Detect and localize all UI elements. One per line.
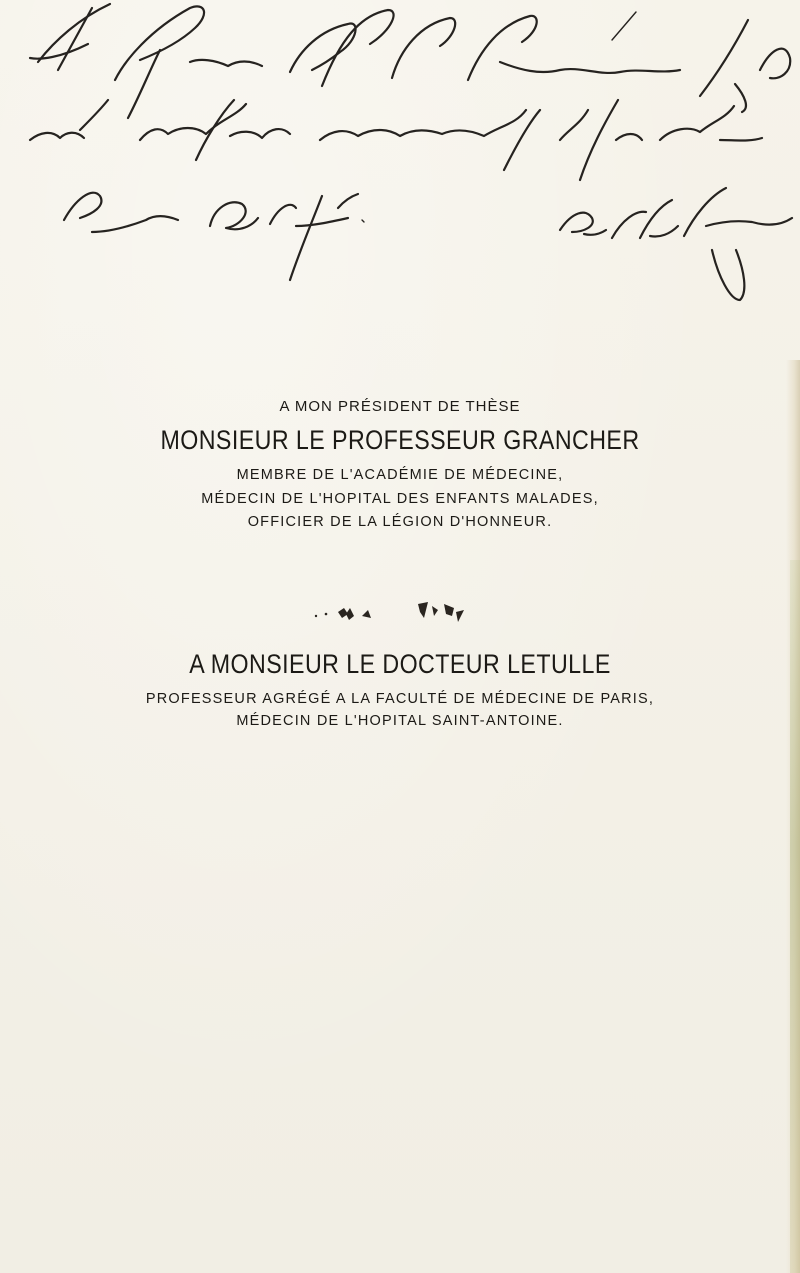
grancher-title-3: OFFICIER DE LA LÉGION D'HONNEUR.	[247, 514, 553, 530]
handwriting-signature	[560, 188, 792, 300]
letulle-title-2: MÉDECIN DE L'HOPITAL SAINT-ANTOINE.	[236, 713, 564, 729]
ornament-marks	[0, 598, 800, 638]
page-edge-stain	[790, 560, 800, 1273]
dedication-name-grancher: MONSIEUR LE PROFESSEUR GRANCHER	[160, 425, 640, 455]
handwriting-drawing	[0, 0, 800, 330]
dedication-name-letulle: A MONSIEUR LE DOCTEUR LETULLE	[189, 649, 611, 679]
grancher-title-2: MÉDECIN DE L'HOPITAL DES ENFANTS MALADES,	[201, 491, 599, 507]
handwriting-line-2	[30, 100, 762, 180]
handwritten-inscription	[0, 0, 800, 330]
letulle-title-1: PROFESSEUR AGRÉGÉ A LA FACULTÉ DE MÉDECINE DE PARIS,	[145, 691, 655, 707]
handwriting-line-3	[64, 193, 364, 280]
grancher-title-1: MEMBRE DE L'ACADÉMIE DE MÉDECINE,	[236, 467, 564, 483]
handwriting-line-1	[30, 4, 790, 118]
dedication-intro: A MON PRÉSIDENT DE THÈSE	[279, 398, 521, 415]
